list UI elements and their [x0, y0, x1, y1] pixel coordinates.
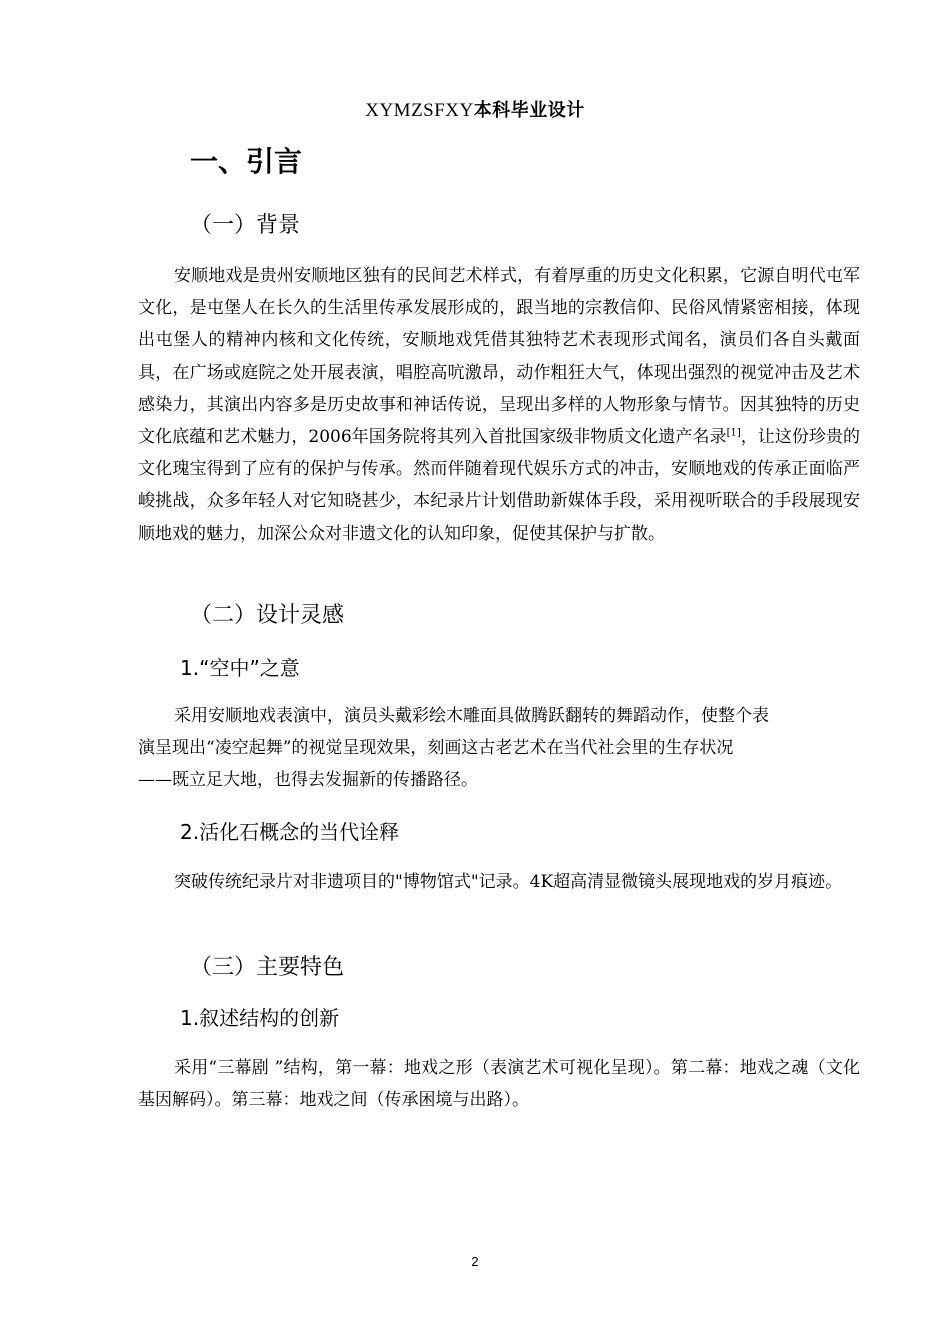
background-paragraph: [138, 260, 860, 550]
narrative-paragraph: 采用“三幕剧 ”结构，第一幕：地戏之形（表演艺术可视化呈现）。第二幕：地戏之魂（文化基因解码）。第三幕：地戏之间（传承困境与出路）。: [138, 1058, 860, 1111]
aerial-line-1: 采用安顺地戏表演中，演员头戴彩绘木雕面具做腾跃翻转的舞蹈动作，使整个表: [174, 706, 769, 726]
aerial-line-2: 演呈现出“凌空起舞”的视觉呈现效果，刻画这古老艺术在当代社会里的生存状况: [138, 738, 734, 759]
section-title-introduction: 一、引言: [190, 145, 303, 178]
subsection-title-background: （一）背景: [190, 213, 301, 238]
background-text-b: ，让这份珍贵的文化瑰宝得到了应有的保护与传承。然而伴随着现代娱乐方式的冲击，安顺地戏的传承正面临严峻挑战，众多年轻人对它知晓甚少，本纪录片计划借助新媒体手段，采用视听联合的手段展现安顺地戏的魅力，加深公众对非遗文化的认知印象，促使其保护与扩散。: [138, 427, 861, 544]
page-header: [0, 96, 950, 122]
item-title-narrative: 1.叙述结构的创新: [180, 1006, 340, 1030]
header-cn-text: 本科毕业设计: [473, 100, 585, 121]
subsection-title-inspiration: （二）设计灵感: [190, 603, 345, 628]
item-title-aerial: 1.“空中”之意: [180, 656, 300, 680]
living-fossil-paragraph: 突破传统纪录片对非遗项目的"博物馆式"记录。4K超高清显微镜头展现地戏的岁月痕迹。: [174, 872, 843, 892]
background-text-a: 安顺地戏是贵州安顺地区独有的民间艺术样式，有着厚重的历史文化积累，它源自明代屯军文化，是屯堡人在长久的生活里传承发展形成的，跟当地的宗教信仰、民俗风情紧密相接，体现出屯堡人的精神内核和文化传统，安顺地戏凭借其独特艺术表现形式闻名，演员们各自头戴面具，在广场或庭院之处开展表演，唱腔高吭激昂，动作粗狂大气，体现出强烈的视觉冲击及艺术感染力，其演出内容多是历史故事和神话传说，呈现出多样的人物形象与情节。因其独特的历史文化底蕴和艺术魅力，2006年国务院将其列入首批国家级非物质文化遗产名录: [138, 266, 860, 448]
subsection-title-features: （三）主要特色: [190, 955, 345, 980]
header-latin-text: XYMZSFXY: [365, 100, 474, 121]
citation-marker: [1]: [726, 427, 741, 439]
aerial-paragraph: [138, 700, 860, 797]
aerial-line-3: ——既立足大地，也得去发掘新的传播路径。: [138, 770, 478, 791]
page-number: 2: [471, 1254, 479, 1269]
item-title-living-fossil: 2.活化石概念的当代诠释: [180, 820, 400, 844]
